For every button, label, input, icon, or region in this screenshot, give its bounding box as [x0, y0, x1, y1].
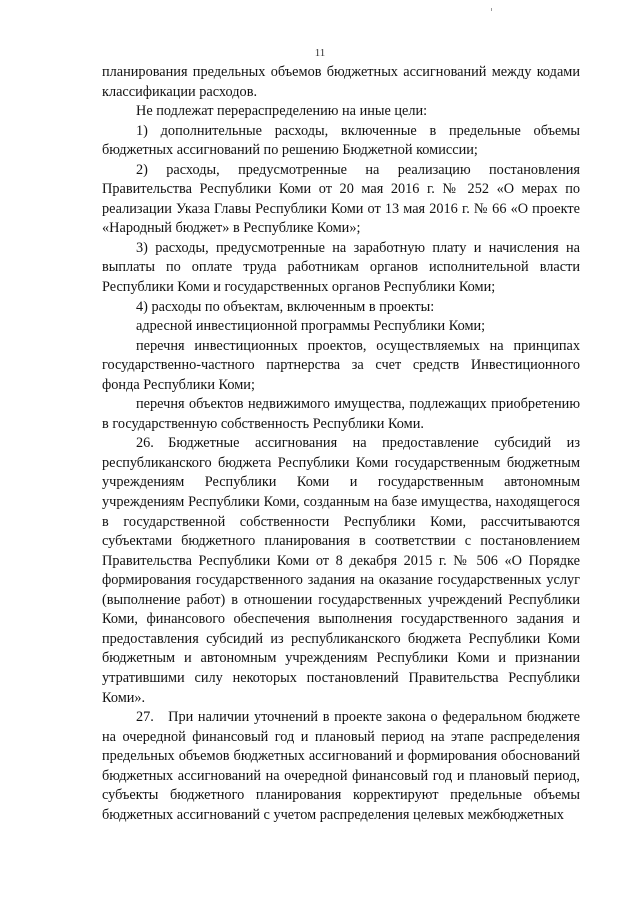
document-body — [102, 63, 580, 825]
paragraph-not-redistributed-intro: Не подлежат перераспределению на иные цели: — [136, 103, 428, 120]
paragraph-continuation: планирования предельных объемов бюджетных ассигнований между кодами классификации расходов. — [102, 64, 580, 100]
list-item-1: 1) дополнительные расходы, включенные в предельные объемы бюджетных ассигнований по решению Бюджетной комиссии; — [102, 122, 580, 159]
sub-item-investment-program: адресной инвестиционной программы Республики Коми; — [136, 318, 486, 335]
sub-item-investment-projects: перечня инвестиционных проектов, осуществляемых на принципах государственно-частного партнерства за счет средств Инвестиционного фонда Республики Коми; — [102, 337, 580, 393]
section-26: 26. Бюджетные ассигнования на предоставление субсидий из республиканского бюджета Республики Коми государственным бюджетным учреждениям Республики Коми и государственным автономным учреждениям Республики Коми, созданным на базе имущества, находящегося в государственной собственности Республики Коми, рассчитываются субъектами бюджетного планирования в соответствии с постановлением Правительства Республики Коми от 8 декабря 2015 г. № 506 «О Порядке формирования государственного задания на оказание государственных услуг (выполнение работ) в отношении государственных учреждений Республики Коми, финансового обеспечения выполнения государственного задания и предоставления субсидий из республиканского бюджета Республики Коми бюджетным и автономным учреждениям Республики Коми и признании утратившими силу некоторых постановлений Правительства Республики Коми». — [102, 435, 580, 706]
scan-artifact — [491, 8, 492, 11]
page-number: 11 — [314, 47, 326, 59]
section-27: 27. При наличии уточнений в проекте закона о федеральном бюджете на очередной финансовый год и плановый период на этапе распределения предельных объемов бюджетных ассигнований и формирования обоснований бюджетных ассигнований на очередной финансовый год и плановый период, субъекты бюджетного планирования корректируют предельные объемы бюджетных ассигнований с учетом распределения целевых межбюджетных — [102, 709, 580, 823]
list-item-3: 3) расходы, предусмотренные на заработную плату и начисления на выплаты по оплате труда работникам органов исполнительной власти Республики Коми и государственных органов Республики Коми; — [102, 239, 580, 296]
list-item-2: 2) расходы, предусмотренные на реализацию постановления Правительства Республики Коми от 20 мая 2016 г. № 252 «О мерах по реализации Указа Главы Республики Коми от 13 мая 2016 г. № 66 «О проекте «Народный бюджет» в Республике Коми»; — [102, 161, 580, 237]
list-item-4: 4) расходы по объектам, включенным в проекты: — [136, 298, 435, 315]
sub-item-real-estate: перечня объектов недвижимого имущества, подлежащих приобретению в государственную собственность Республики Коми. — [102, 396, 580, 432]
